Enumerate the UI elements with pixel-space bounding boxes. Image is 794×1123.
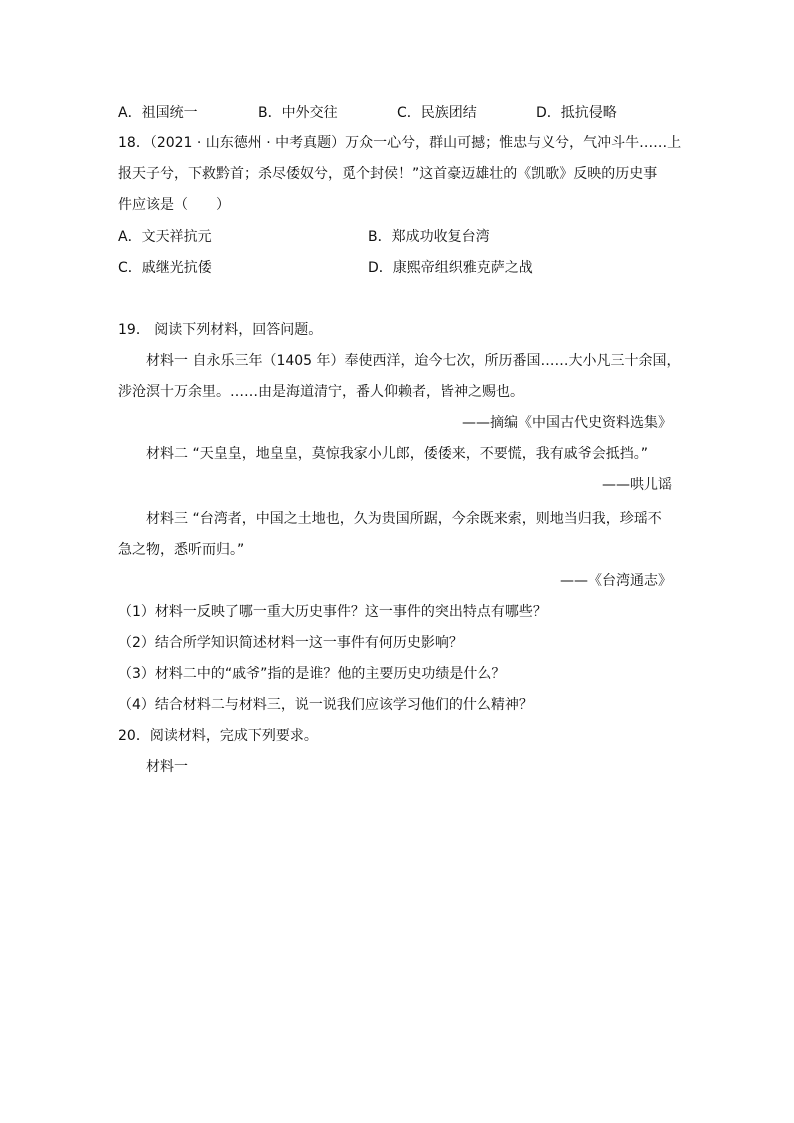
question-title: 20．阅读材料，完成下列要求。 — [118, 728, 318, 744]
question-text: 18．（2021 · 山东德州 · 中考真题）万众一心兮，群山可撼；惟忠与义兮，气冲斗牛……上 — [118, 135, 682, 151]
material-3-source: ——《台湾通志》 — [560, 573, 672, 589]
option-b: B．中外交往 — [258, 105, 338, 121]
question-title: 19． 阅读下列材料，回答问题。 — [118, 322, 323, 338]
sub-question: （1）材料一反映了哪一重大历史事件？这一事件的突出特点有哪些？ — [118, 604, 547, 620]
material-2: 材料二 “天皇皇，地皇皇，莫惊我家小儿郎，倭倭来，不要慌，我有戚爷会抵挡。” — [146, 446, 648, 462]
material-1-source: ——摘编《中国古代史资料选集》 — [462, 415, 672, 431]
material-3-cont: 急之物，悉听而归。” — [118, 542, 245, 558]
option-d: D．康熙帝组织雅克萨之战 — [368, 260, 533, 276]
sub-question: （3）材料二中的“戚爷”指的是谁？他的主要历史功绩是什么？ — [118, 666, 506, 682]
material-3: 材料三 “台湾者，中国之土地也，久为贵国所踞，今余既来索，则地当归我，珍瑶不 — [146, 511, 662, 527]
option-a: A．祖国统一 — [118, 105, 198, 121]
material-2-source: ——哄儿谣 — [602, 477, 672, 493]
material-1: 材料一 自永乐三年（1405 年）奉使西洋，迨今七次，所历番国……大小凡三十余国， — [146, 353, 681, 369]
material-1-cont: 涉沧溟十万余里。……由是海道清宁，番人仰赖者，皆神之赐也。 — [118, 384, 524, 400]
sub-question: （4）结合材料二与材料三，说一说我们应该学习他们的什么精神？ — [118, 697, 533, 713]
material-1: 材料一 — [146, 759, 188, 775]
option-b: B．郑成功收复台湾 — [368, 229, 490, 245]
option-c: C．戚继光抗倭 — [118, 260, 212, 276]
question-text: 件应该是（ ） — [118, 197, 230, 213]
question-text: 报天子兮，下救黔首；杀尽倭奴兮，觅个封侯！”这首豪迈雄壮的《凯歌》反映的历史事 — [118, 166, 658, 182]
option-a: A．文天祥抗元 — [118, 229, 212, 245]
sub-question: （2）结合所学知识简述材料一这一事件有何历史影响？ — [118, 635, 463, 651]
option-d: D．抵抗侵略 — [536, 105, 617, 121]
option-c: C．民族团结 — [397, 105, 477, 121]
